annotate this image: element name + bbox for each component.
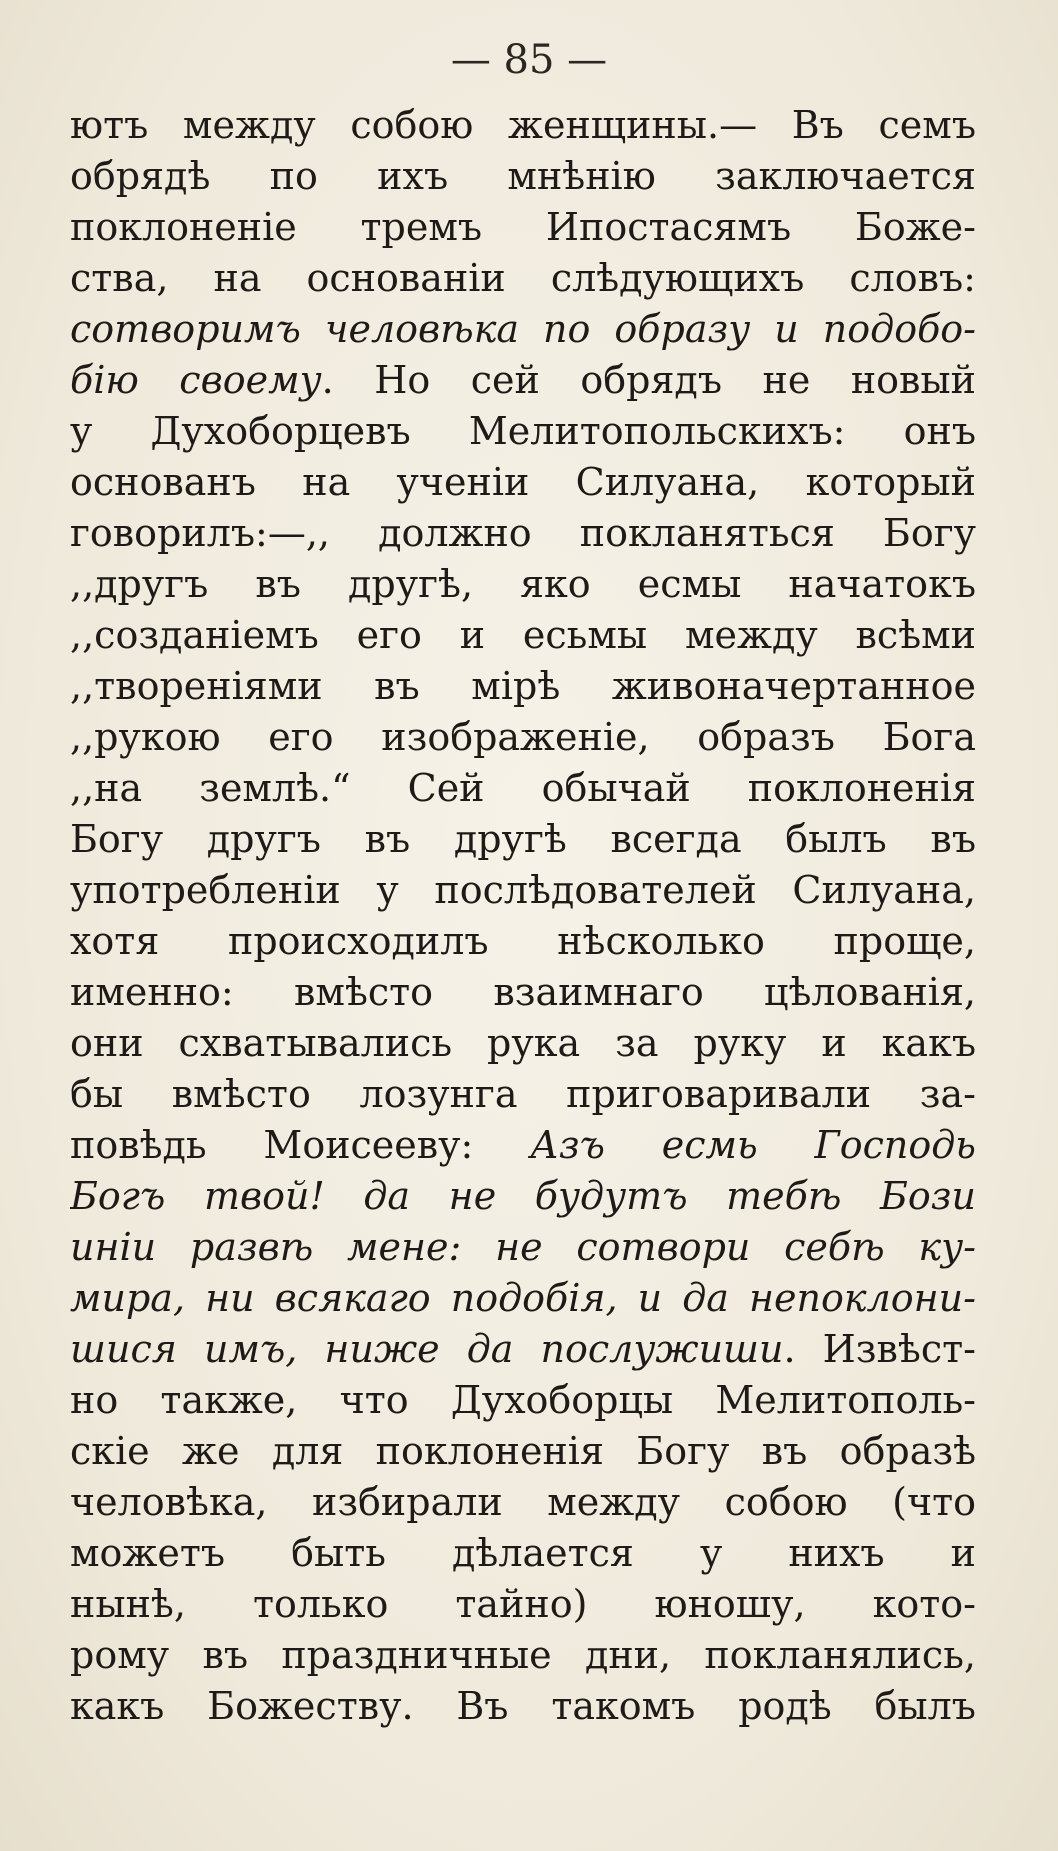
text-line xyxy=(70,202,976,253)
text-line xyxy=(70,1069,976,1120)
text-line xyxy=(70,1477,976,1528)
text-segment: обрядѣ по ихъ мнѣнію заключается xyxy=(70,154,976,198)
text-segment: скіе же для поклоненія Богу въ образѣ xyxy=(70,1429,976,1473)
text-segment: хотя происходилъ нѣсколько проще, xyxy=(70,919,976,963)
text-line xyxy=(70,1120,976,1171)
text-segment: у Духоборцевъ Мелитопольскихъ: онъ xyxy=(70,409,976,453)
italic-text-segment: бію своему xyxy=(70,358,322,402)
text-segment: именно: вмѣсто взаимнаго цѣлованія, xyxy=(70,970,976,1014)
text-segment: рому въ праздничные дни, покланялись, xyxy=(70,1633,976,1677)
text-segment: ства, на основаніи слѣдующихъ словъ: xyxy=(70,256,976,300)
body-text xyxy=(70,100,976,1732)
text-line xyxy=(70,304,976,355)
text-line xyxy=(70,151,976,202)
text-line xyxy=(70,1528,976,1579)
text-line xyxy=(70,1222,976,1273)
text-segment: но также, что Духоборцы Мелитополь- xyxy=(70,1378,976,1422)
page-number: — 85 — xyxy=(450,37,608,83)
text-segment: говорилъ:—,, должно покланяться Богу xyxy=(70,511,976,555)
text-line xyxy=(70,916,976,967)
text-segment: . Но сей обрядъ не новый xyxy=(321,358,976,402)
text-segment: ,,другъ въ другѣ, яко есмы начатокъ xyxy=(70,562,976,606)
italic-text-segment: мира, ни всякаго подобія, и да непоклони- xyxy=(70,1276,976,1320)
text-segment: употребленіи у послѣдователей Силуана, xyxy=(70,868,976,912)
text-segment: Богу другъ въ другѣ всегда былъ въ xyxy=(70,817,976,861)
italic-text-segment: Азъ есмь Господь xyxy=(530,1123,976,1167)
text-line xyxy=(70,508,976,559)
text-segment: ютъ между собою женщины.— Въ семъ xyxy=(70,103,976,147)
text-line xyxy=(70,1579,976,1630)
text-line xyxy=(70,865,976,916)
italic-text-segment: иніи развѣ мене: не сотвори себѣ ку- xyxy=(70,1225,976,1269)
text-segment: какъ Божеству. Въ такомъ родѣ былъ xyxy=(70,1684,976,1728)
text-line xyxy=(70,457,976,508)
italic-text-segment: Богъ твой! да не будутъ тебѣ Бози xyxy=(70,1174,976,1218)
text-line xyxy=(70,1681,976,1732)
text-segment: . Извѣст- xyxy=(783,1327,976,1371)
text-line xyxy=(70,355,976,406)
text-line xyxy=(70,253,976,304)
text-line xyxy=(70,1324,976,1375)
text-line xyxy=(70,100,976,151)
text-line xyxy=(70,559,976,610)
text-segment: ,,твореніями въ мірѣ живоначертанное xyxy=(70,664,976,708)
text-line xyxy=(70,406,976,457)
text-line xyxy=(70,763,976,814)
text-line xyxy=(70,1273,976,1324)
text-line xyxy=(70,967,976,1018)
text-segment: нынѣ, только тайно) юношу, кото- xyxy=(70,1582,976,1626)
text-segment: бы вмѣсто лозунга приговаривали за- xyxy=(70,1072,976,1116)
italic-text-segment: сотворимъ человѣка по образу и подобо- xyxy=(70,307,976,351)
text-line xyxy=(70,712,976,763)
text-segment: поклоненіе тремъ Ипостасямъ Боже- xyxy=(70,205,976,249)
text-segment: повѣдь Моисееву: xyxy=(70,1123,531,1167)
text-line xyxy=(70,1018,976,1069)
text-segment: они схватывались рука за руку и какъ xyxy=(70,1021,976,1065)
text-segment: ,,созданіемъ его и есьмы между всѣми xyxy=(70,613,976,657)
text-line xyxy=(70,610,976,661)
text-line xyxy=(70,1375,976,1426)
text-segment: ,,рукою его изображеніе, образъ Бога xyxy=(70,715,976,759)
text-segment: ,,на землѣ.“ Сей обычай поклоненія xyxy=(70,766,976,810)
text-line xyxy=(70,661,976,712)
italic-text-segment: шися имъ, ниже да послужиши xyxy=(70,1327,784,1371)
text-line xyxy=(70,1630,976,1681)
text-segment: основанъ на ученіи Силуана, который xyxy=(70,460,976,504)
text-line xyxy=(70,1171,976,1222)
text-line xyxy=(70,814,976,865)
text-segment: человѣка, избирали между собою (что xyxy=(70,1480,976,1524)
text-line xyxy=(70,1426,976,1477)
text-segment: можетъ быть дѣлается у нихъ и xyxy=(70,1531,976,1575)
